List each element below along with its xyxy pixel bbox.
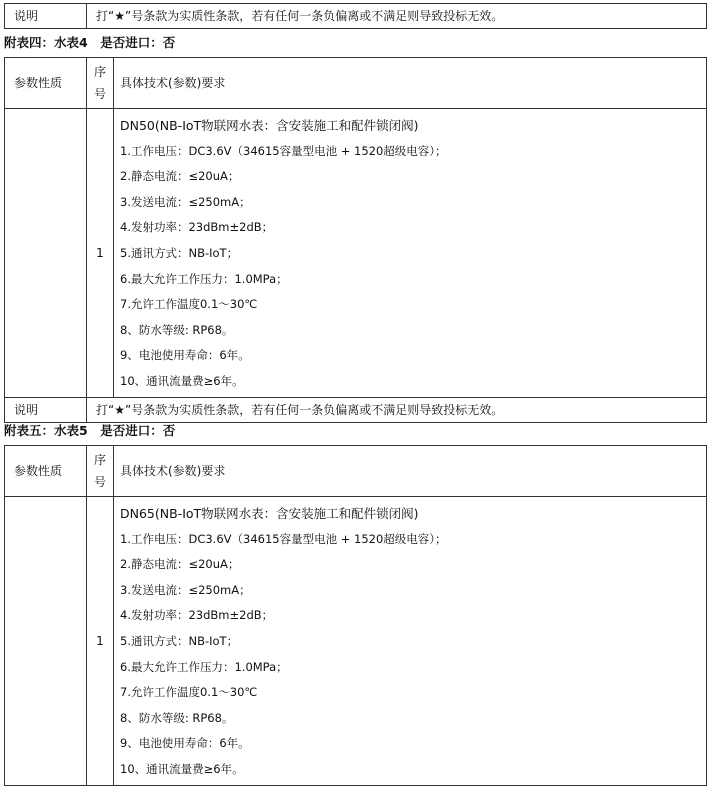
header-seq-line1: 序 [93,65,106,79]
spec-cell [114,497,707,786]
spec-line-model: DN65(NB-IoT物联网水表：含安装施工和配件锁闭阀) [120,506,419,521]
spec-line: 1.工作电压：DC3.6V（34615容量型电池 + 1520超级电容）； [120,143,447,158]
spec-line: 3.发送电流：≤250mA； [120,582,251,597]
spec-line: 9、电池使用寿命：6年。 [120,736,250,751]
header-seq-line2: 号 [93,475,106,489]
spec-line: 6.最大允许工作压力：1.0MPa； [120,659,288,674]
header-seq-line2: 号 [93,87,106,101]
header-seq-line1: 序 [93,453,106,467]
header-param-nature: 参数性质 [5,58,87,109]
section-title-table5: 附表五：水表5 是否进口：否 [4,423,176,438]
note-row [5,4,707,29]
spec-line: 10、通讯流量费≥6年。 [120,373,244,388]
spec-line-model: DN50(NB-IoT物联网水表：含安装施工和配件锁闭阀) [120,118,419,133]
param-nature-cell [5,497,87,786]
note-label: 说明 [5,397,87,422]
seq-cell: 1 [87,497,114,786]
spec-line: 5.通讯方式：NB-IoT； [120,633,239,648]
note-text: 打“★”号条款为实质性条款，若有任何一条负偏离或不满足则导致投标无效。 [87,397,707,422]
header-spec: 具体技术(参数)要求 [114,446,707,497]
spec-line: 3.发送电流：≤250mA； [120,194,251,209]
spec-line: 8、防水等级: RP68。 [120,710,234,725]
spec-table-5 [4,445,707,786]
spec-line: 10、通讯流量费≥6年。 [120,761,244,776]
spec-line: 2.静态电流：≤20uA； [120,169,240,184]
spec-line: 7.允许工作温度0.1～30℃ [120,685,258,700]
spec-list [120,497,706,785]
header-spec: 具体技术(参数)要求 [114,58,707,109]
param-nature-cell [5,109,87,398]
spec-line: 7.允许工作温度0.1～30℃ [120,297,258,312]
header-row [5,446,707,497]
spec-row [5,109,707,398]
spec-line: 4.发射功率：23dBm±2dB； [120,220,274,235]
header-row [5,58,707,109]
spec-line: 4.发射功率：23dBm±2dB； [120,608,274,623]
header-seq [87,58,114,109]
spec-list [120,109,706,397]
header-param-nature: 参数性质 [5,446,87,497]
spec-line: 8、防水等级: RP68。 [120,322,234,337]
note-label: 说明 [5,4,87,29]
spec-line: 5.通讯方式：NB-IoT； [120,245,239,260]
spec-line: 6.最大允许工作压力：1.0MPa； [120,271,288,286]
spec-line: 9、电池使用寿命：6年。 [120,348,250,363]
spec-line: 2.静态电流：≤20uA； [120,557,240,572]
note-text: 打“★”号条款为实质性条款，若有任何一条负偏离或不满足则导致投标无效。 [87,4,707,29]
note-row [5,397,707,422]
section-title-table4: 附表四：水表4 是否进口：否 [4,35,176,50]
spec-line: 1.工作电压：DC3.6V（34615容量型电池 + 1520超级电容）； [120,531,447,546]
header-seq [87,446,114,497]
spec-cell [114,109,707,398]
seq-cell: 1 [87,109,114,398]
spec-table-4 [4,57,707,423]
top-note-table [4,3,707,29]
spec-row [5,497,707,786]
